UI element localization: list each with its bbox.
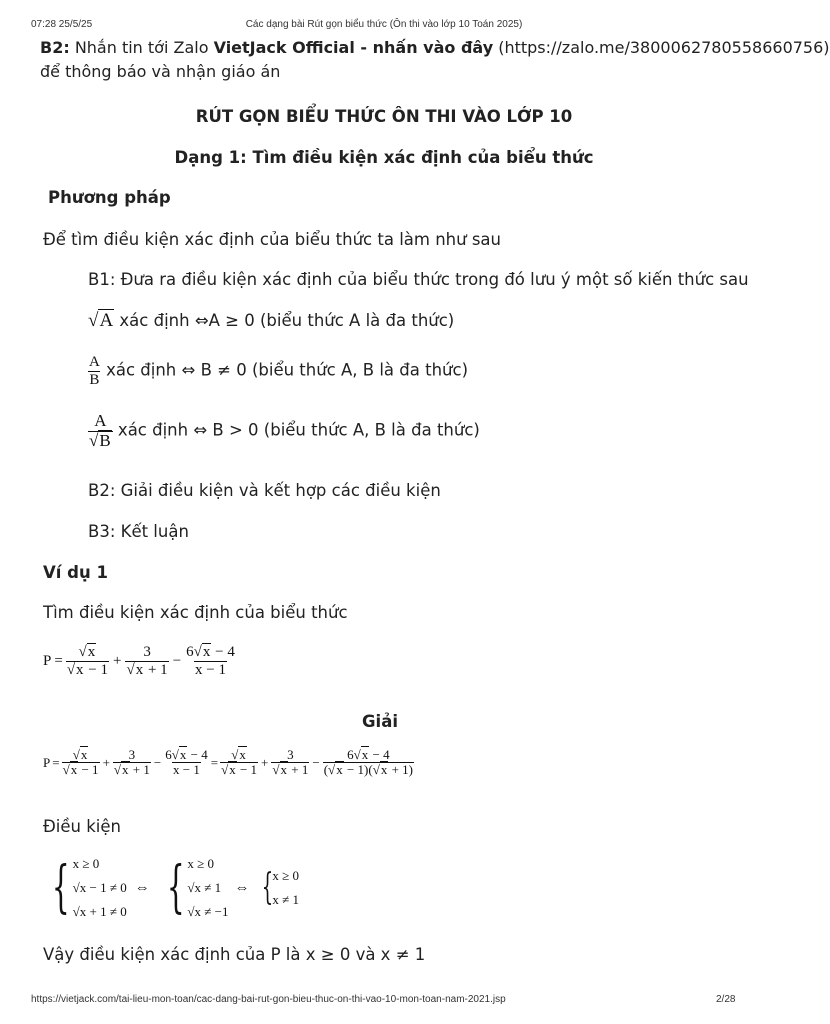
zalo-url[interactable]: (https://zalo.me/3800062780558660756) — [493, 38, 830, 57]
print-title: Các dạng bài Rút gọn biểu thức (Ôn thi vào lớp 10 Toán 2025) — [245, 19, 523, 30]
rule1-radicand: A — [99, 310, 114, 331]
system-1: { x ≥ 0 √x − 1 ≠ 0 √x + 1 ≠ 0 — [51, 855, 127, 920]
notice-label: B2: — [40, 38, 70, 57]
example-heading: Ví dụ 1 — [43, 563, 108, 582]
rule2-num: A — [89, 354, 100, 370]
page-title: RÚT GỌN BIỂU THỨC ÔN THI VÀO LỚP 10 — [195, 107, 573, 126]
rule2-den: B — [89, 371, 100, 388]
page-number: 2/28 — [716, 994, 736, 1005]
zalo-link[interactable]: VietJack Official - nhấn vào đây — [213, 38, 494, 57]
zalo-notice — [40, 38, 830, 57]
rule-fraction — [88, 354, 468, 388]
step-1: B1: Đưa ra điều kiện xác định của biểu thức trong đó lưu ý một số kiến thức sau — [88, 270, 749, 289]
rule2-text: xác định ⇔ B ≠ 0 (biểu thức A, B là đa thức) — [100, 360, 469, 380]
method-intro: Để tìm điều kiện xác định của biểu thức ta làm như sau — [43, 230, 501, 249]
rule1-text: xác định ⇔A ≥ 0 (biểu thức A là đa thức) — [114, 311, 455, 330]
section-subtitle: Dạng 1: Tìm điều kiện xác định của biểu thức — [174, 148, 594, 167]
conclusion: Vậy điều kiện xác định của P là x ≥ 0 và x ≠ 1 — [43, 945, 426, 964]
condition-systems: { x ≥ 0 √x − 1 ≠ 0 √x + 1 ≠ 0 ⇔ { x ≥ 0 √x ≠ 1 √x ≠ −1 ⇔ { x ≥ 0 x ≠ 1 — [43, 852, 299, 924]
method-heading: Phương pháp — [48, 188, 171, 207]
notice-text: Nhắn tin tới Zalo — [69, 38, 214, 57]
notice-line2: để thông báo và nhận giáo án — [40, 62, 281, 81]
expression-p: P = $\frac{√x}{√x - 1}$ + $\frac{3}{√x + 1}$ − $\frac{6√x - 4}{x - 1}$ — [43, 644, 235, 678]
expression-p-expanded: P = $\frac{√x}{√x - 1}$ + $\frac{3}{√x + 1}$ − $\frac{6√x - 4}{x - 1}$ = $\frac{√x}{√x - 1}$ + $\frac{3}{√x + 1}$ − $\frac{6√x - 4}{(√x - 1)(√x + 1)}$ — [43, 747, 414, 778]
print-time: 07:28 25/5/25 — [31, 19, 93, 30]
system-3: { x ≥ 0 x ≠ 1 — [261, 867, 300, 908]
print-url: https://vietjack.com/tai-lieu-mon-toan/cac-dang-bai-rut-gon-bieu-thuc-on-thi-vao-10-mon-toan-nam-2021.jsp — [31, 994, 506, 1005]
system-2: { x ≥ 0 √x ≠ 1 √x ≠ −1 — [166, 855, 229, 920]
condition-label: Điều kiện — [43, 817, 121, 836]
rule3-den: B — [99, 430, 111, 450]
step-2: B2: Giải điều kiện và kết hợp các điều kiện — [88, 481, 441, 500]
solution-heading: Giải — [362, 712, 398, 731]
rule3-text: xác định ⇔ B > 0 (biểu thức A, B là đa thức) — [112, 420, 480, 440]
rule-fraction-sqrt: $\frac{A}{√B}$ xác định ⇔ B > 0 (biểu thức A, B là đa thức) — [89, 411, 480, 450]
rule-sqrt: √A xác định ⇔A ≥ 0 (biểu thức A là đa thức) — [88, 310, 455, 331]
rule3-num: A — [94, 411, 107, 430]
example-prompt: Tìm điều kiện xác định của biểu thức — [43, 603, 348, 622]
step-3: B3: Kết luận — [88, 522, 189, 541]
